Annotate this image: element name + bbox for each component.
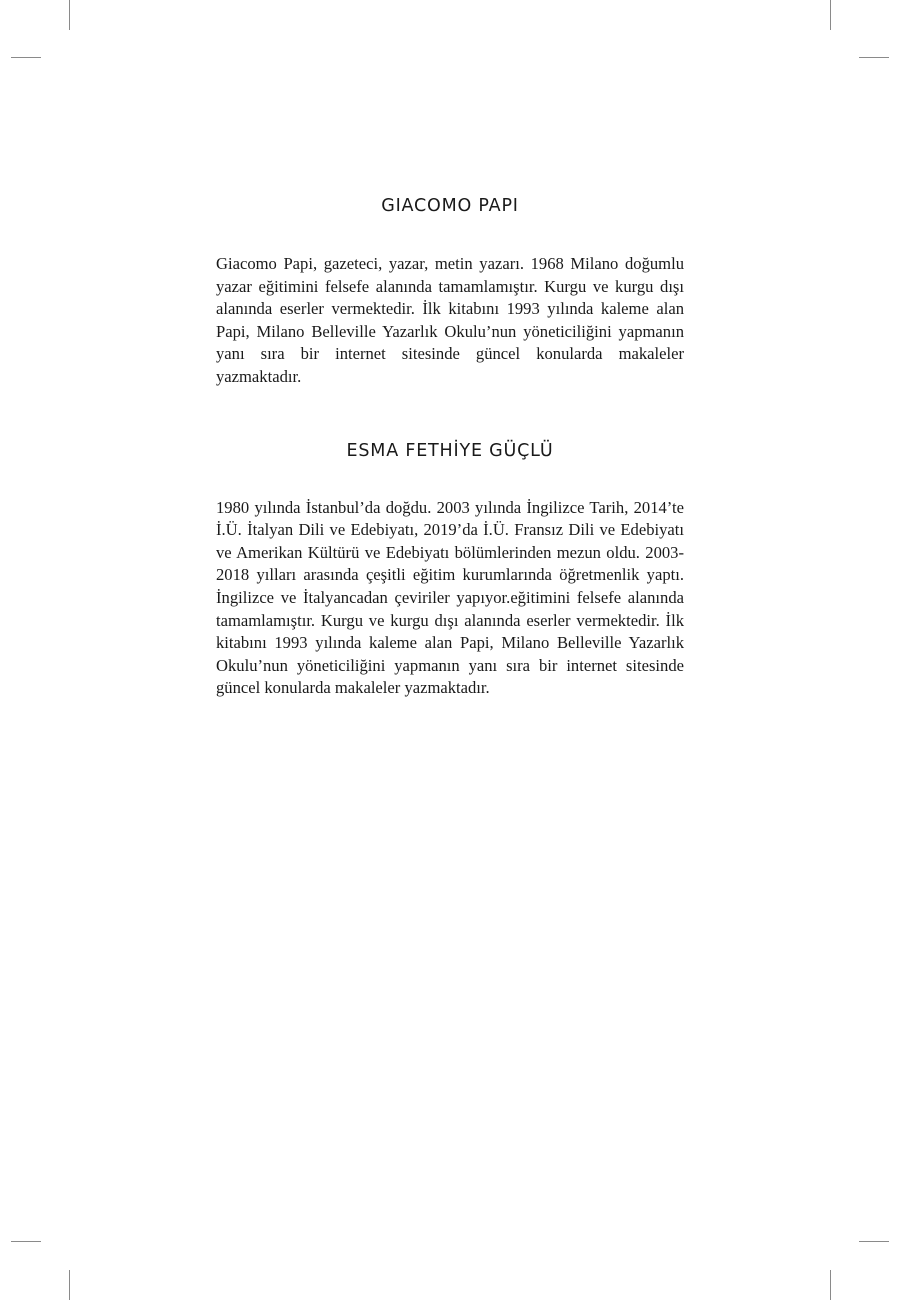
crop-mark-bottom-right-vertical: [830, 1270, 831, 1300]
author-heading: GIACOMO PAPI: [381, 196, 519, 216]
crop-mark-bottom-left-vertical: [69, 1270, 70, 1300]
crop-mark-top-right-vertical: [830, 0, 831, 30]
page-content: [216, 190, 684, 700]
author-section: [216, 196, 684, 389]
translator-heading: ESMA FETHİYE GÜÇLÜ: [346, 440, 554, 461]
translator-section: [216, 441, 684, 700]
crop-mark-top-right-horizontal: [859, 57, 889, 58]
translator-bio: 1980 yılında İstanbul’da doğdu. 2003 yılında İngilizce Tarih, 2014’te İ.Ü. İtalyan Dili ve Edebiyatı, 2019’da İ.Ü. Fransız Dili ve Edebiyatı ve Amerikan Kültürü ve Edebiyatı bölümlerinden mezun oldu. 2003-2018 yılları arasında çeşitli eğitim kurumlarında öğretmenlik yaptı. İngilizce ve İtalyancadan çeviriler yapıyor.eğitimini felsefe alanında tamamlamıştır. Kurgu ve kurgu dışı alanında eserler vermektedir. İlk kitabını 1993 yılında kaleme alan Papi, Milano Belleville Yazarlık Okulu’nun yöneticiliğini yapmanın yanı sıra bir internet sitesinde güncel konularda makaleler yazmaktadır.: [216, 497, 684, 698]
crop-mark-top-left-vertical: [69, 0, 70, 30]
crop-mark-bottom-right-horizontal: [859, 1241, 889, 1242]
author-bio: Giacomo Papi, gazeteci, yazar, metin yazarı. 1968 Milano doğumlu yazar eğitimini felsefe alanında tamamlamıştır. Kurgu ve kurgu dışı alanında eserler vermektedir. İlk kitabını 1993 yılında kaleme alan Papi, Milano Belleville Yazarlık Okulu’nun yöneticiliğini yapmanın yanı sıra bir internet sitesinde güncel konularda makaleler yazmaktadır.: [216, 254, 684, 386]
crop-mark-bottom-left-horizontal: [11, 1241, 41, 1242]
crop-mark-top-left-horizontal: [11, 57, 41, 58]
